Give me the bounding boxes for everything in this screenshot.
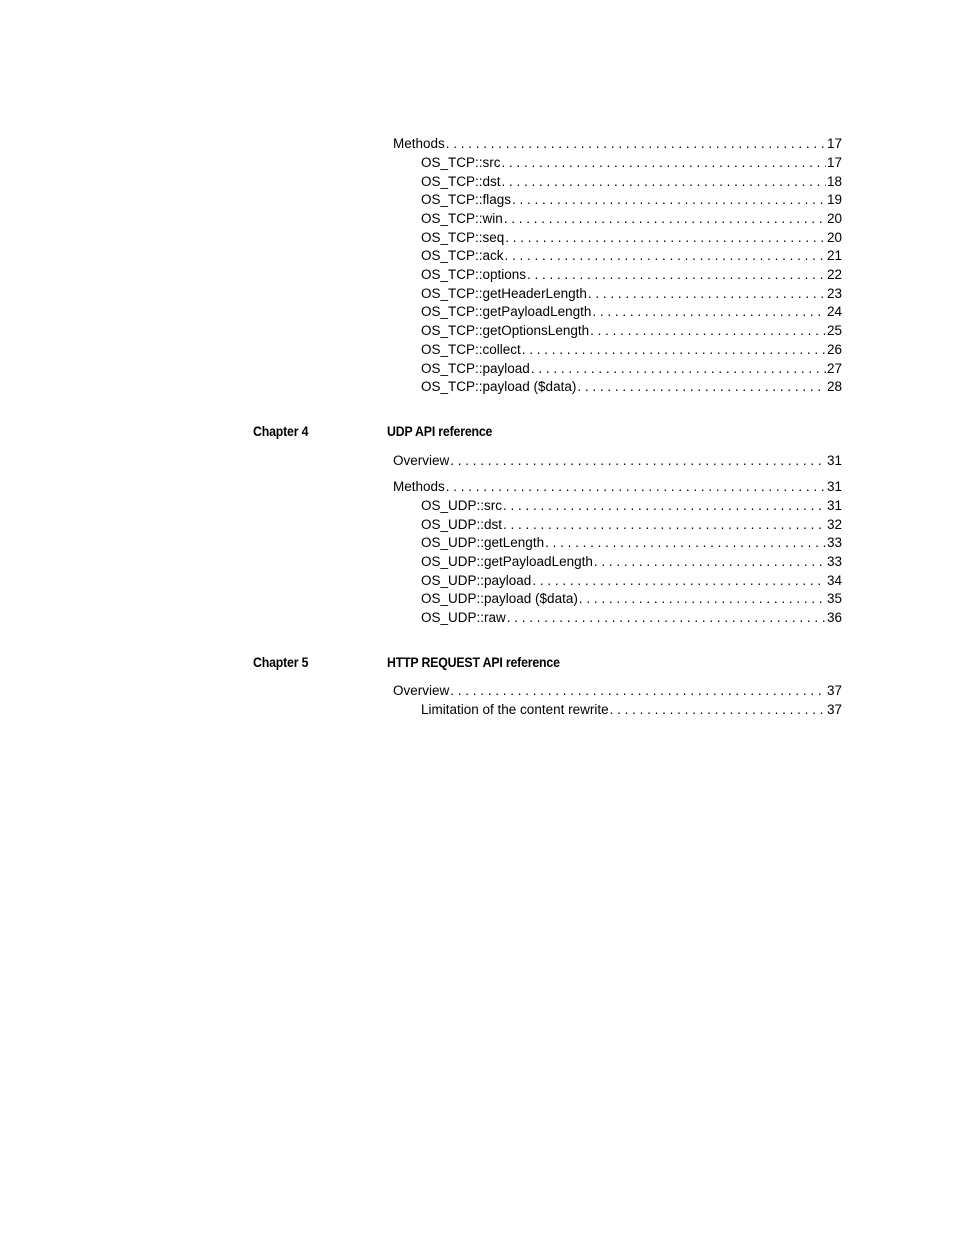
toc-entry-label: Methods [393, 479, 445, 494]
chapter-title[interactable]: HTTP REQUEST API reference [387, 654, 560, 670]
dot-leader [503, 497, 826, 515]
toc-entry-label: OS_TCP::getOptionsLength [421, 323, 590, 338]
toc-entry-label: OS_UDP::payload ($data) [421, 591, 578, 606]
toc-entry[interactable] [421, 285, 842, 303]
toc-entry[interactable] [421, 609, 842, 627]
toc-entry-label: OS_TCP::collect [421, 342, 521, 357]
dot-leader [505, 247, 826, 265]
toc-entry[interactable] [421, 341, 842, 359]
toc-entry-label: OS_TCP::getPayloadLength [421, 304, 592, 319]
dot-leader [527, 266, 826, 284]
toc-entry[interactable] [393, 682, 842, 700]
dot-leader [531, 360, 826, 378]
toc-entry-page: 33 [826, 535, 842, 550]
toc-entry[interactable] [421, 210, 842, 228]
dot-leader [507, 609, 826, 627]
dot-leader [579, 590, 826, 608]
toc-entry[interactable] [393, 478, 842, 496]
toc-entry-label: OS_UDP::payload [421, 573, 532, 588]
dot-leader [446, 478, 826, 496]
toc-entry-label: OS_TCP::payload ($data) [421, 379, 577, 394]
toc-entry-page: 22 [826, 267, 842, 282]
toc-entry-label: Overview [393, 683, 450, 698]
toc-entry-page: 26 [826, 342, 842, 357]
toc-entry-page: 33 [826, 554, 842, 569]
dot-leader [577, 378, 826, 396]
toc-entry-page: 32 [826, 517, 842, 532]
toc-entry[interactable] [421, 497, 842, 515]
dot-leader [450, 682, 826, 700]
toc-entry[interactable] [421, 516, 842, 534]
dot-leader [502, 173, 826, 191]
dot-leader [590, 322, 826, 340]
dot-leader [522, 341, 826, 359]
toc-entry-page: 35 [826, 591, 842, 606]
chapter-title[interactable]: UDP API reference [387, 423, 493, 439]
toc-entry-page: 24 [826, 304, 842, 319]
toc-entry-page: 19 [826, 192, 842, 207]
chapter-label: Chapter 4 [253, 423, 309, 439]
toc-entry[interactable] [421, 572, 842, 590]
toc-entry-page: 17 [826, 155, 842, 170]
dot-leader [504, 210, 826, 228]
toc-entry-label: OS_UDP::getLength [421, 535, 545, 550]
toc-entry-page: 17 [826, 136, 842, 151]
toc-entry-label: Limitation of the content rewrite [421, 702, 609, 717]
toc-entry-label: OS_UDP::dst [421, 517, 503, 532]
toc-entry[interactable] [421, 534, 842, 552]
toc-entry[interactable] [421, 303, 842, 321]
toc-entry[interactable] [421, 322, 842, 340]
toc-entry-label: Methods [393, 136, 445, 151]
toc-entry-label: OS_TCP::getHeaderLength [421, 286, 587, 301]
toc-entry-page: 31 [826, 453, 842, 468]
toc-entry[interactable] [421, 378, 842, 396]
dot-leader [446, 135, 826, 153]
dot-leader [532, 572, 826, 590]
toc-entry-label: Overview [393, 453, 450, 468]
dot-leader [512, 191, 826, 209]
dot-leader [545, 534, 826, 552]
dot-leader [502, 154, 826, 172]
toc-entry[interactable] [421, 266, 842, 284]
toc-entry[interactable] [421, 173, 842, 191]
toc-entry-page: 25 [826, 323, 842, 338]
toc-entry-page: 31 [826, 479, 842, 494]
toc-entry[interactable] [421, 701, 842, 719]
chapter-label: Chapter 5 [253, 654, 309, 670]
toc-entry[interactable] [421, 553, 842, 571]
toc-entry[interactable] [421, 229, 842, 247]
toc-entry-label: OS_TCP::seq [421, 230, 505, 245]
toc-entry-label: OS_TCP::flags [421, 192, 512, 207]
dot-leader [503, 516, 826, 534]
toc-entry-page: 18 [826, 174, 842, 189]
dot-leader [450, 452, 826, 470]
toc-entry-label: OS_UDP::src [421, 498, 503, 513]
toc-entry-page: 37 [826, 702, 842, 717]
toc-entry-label: OS_UDP::getPayloadLength [421, 554, 593, 569]
dot-leader [594, 553, 826, 571]
toc-entry[interactable] [421, 154, 842, 172]
toc-entry-page: 36 [826, 610, 842, 625]
toc-entry-page: 34 [826, 573, 842, 588]
toc-entry[interactable] [421, 590, 842, 608]
dot-leader [592, 303, 826, 321]
toc-entry-page: 20 [826, 230, 842, 245]
toc-entry-page: 28 [826, 379, 842, 394]
dot-leader [505, 229, 826, 247]
toc-entry-page: 27 [826, 361, 842, 376]
toc-entry-label: OS_TCP::src [421, 155, 501, 170]
toc-entry-label: OS_TCP::payload [421, 361, 530, 376]
toc-entry-label: OS_TCP::options [421, 267, 527, 282]
toc-entry-page: 20 [826, 211, 842, 226]
toc-entry-label: OS_TCP::ack [421, 248, 504, 263]
toc-entry[interactable] [393, 135, 842, 153]
dot-leader [588, 285, 826, 303]
toc-entry-label: OS_UDP::raw [421, 610, 506, 625]
toc-entry-page: 23 [826, 286, 842, 301]
toc-entry-label: OS_TCP::dst [421, 174, 501, 189]
toc-entry-page: 21 [826, 248, 842, 263]
toc-entry[interactable] [393, 452, 842, 470]
toc-entry[interactable] [421, 247, 842, 265]
toc-entry[interactable] [421, 360, 842, 378]
toc-entry-page: 31 [826, 498, 842, 513]
toc-entry-page: 37 [826, 683, 842, 698]
toc-entry-label: OS_TCP::win [421, 211, 503, 226]
toc-entry[interactable] [421, 191, 842, 209]
dot-leader [610, 701, 826, 719]
